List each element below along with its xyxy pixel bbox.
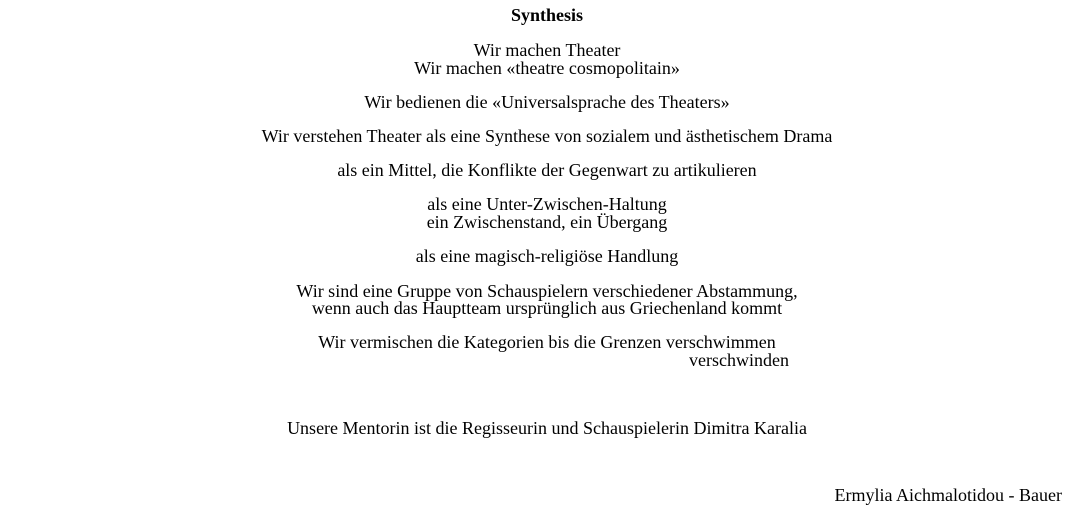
- text-line-3: Wir bedienen die «Universalsprache des Theaters»: [364, 92, 730, 112]
- text-line-12: verschwinden: [689, 350, 789, 370]
- text-line-11: Wir vermischen die Kategorien bis die Grenzen verschwimmen: [318, 332, 776, 352]
- text-line-9: Wir sind eine Gruppe von Schauspielern verschiedener Abstammung,: [296, 281, 798, 301]
- document-title: Synthesis: [510, 5, 584, 25]
- text-line-6: als eine Unter-Zwischen-Haltung: [427, 194, 667, 214]
- text-line-10: wenn auch das Hauptteam ursprünglich aus Griechenland kommt: [311, 298, 783, 318]
- text-line-8: als eine magisch-religiöse Handlung: [415, 246, 679, 266]
- text-line-1: Wir machen Theater: [473, 40, 621, 60]
- author-signature: Ermylia Aichmalotidou - Bauer: [834, 485, 1062, 505]
- text-line-7: ein Zwischenstand, ein Übergang: [426, 212, 668, 232]
- text-line-5: als ein Mittel, die Konflikte der Gegenwart zu artikulieren: [337, 160, 757, 180]
- text-line-2: Wir machen «theatre cosmopolitain»: [414, 58, 680, 78]
- text-line-13: Unsere Mentorin ist die Regisseurin und Schauspielerin Dimitra Karalia: [287, 418, 807, 438]
- text-line-4: Wir verstehen Theater als eine Synthese von sozialem und ästhetischem Drama: [261, 126, 833, 146]
